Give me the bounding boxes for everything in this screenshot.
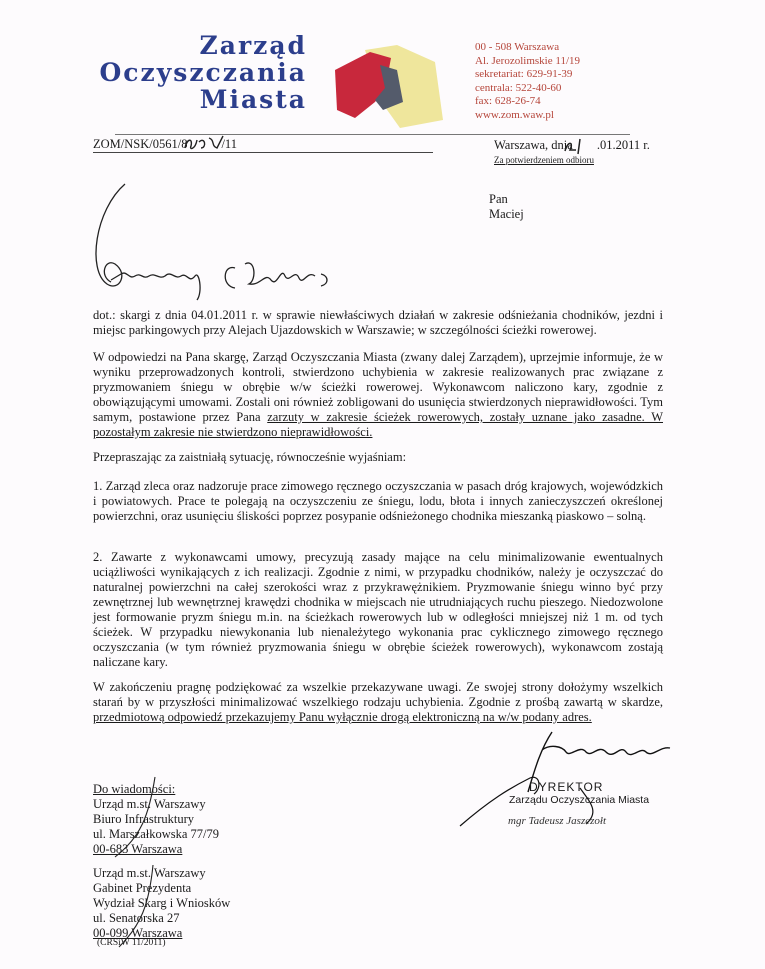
handwritten-salutation bbox=[85, 180, 385, 310]
recipient bbox=[489, 192, 524, 222]
cc-r1-line2: Biuro Infrastruktury bbox=[93, 812, 195, 826]
recipient-name: Maciej bbox=[489, 207, 524, 221]
paragraph-5 bbox=[93, 680, 663, 725]
subject-paragraph: dot.: skargi z dnia 04.01.2011 r. w sprawie niewłaściwych działań w zakresie odśnieżania chodników, jezdni i miejsc parkingowych przy Alejach Ujazdowskich w Warszawie; w szczególności ścieżki rowerowej. bbox=[93, 308, 663, 337]
contact-switchboard: centrala: 522-40-60 bbox=[475, 81, 562, 94]
paragraph-2: Przepraszając za zaistniałą sytuację, równocześnie wyjaśniam: bbox=[93, 450, 407, 464]
contact-block bbox=[475, 41, 580, 122]
cc-note: (CRSiW 11/2011) bbox=[97, 938, 166, 948]
org-name-line3: Miasta bbox=[199, 85, 307, 114]
signature-name: mgr Tadeusz Jaszczołt bbox=[508, 815, 606, 827]
paragraph-4: 2. Zawarte z wykonawcami umowy, precyzują zasady mające na celu minimalizowanie ewentualnych uciążliwości wynikających z ich realizacji. Zgodnie z nimi, w przypadku chodników, należy je oczyszczać do naturalnej powierzchni na całej szerokości wraz z przykrawężnikiem. Pryzmowanie śniegu winno być przy zewnętrznej lub wewnętrznej krawędzi chodnika w miejscach nie utrudniających ruchu pieszego. Niedozwolone jest formowanie pryzm śniegu m.in. na ścieżkach rowerowych lub w odległości mniejszej niż 1 m. od tych ścieżek. W przypadku niewykonania lub nienależytego wykonania prac cyklicznego zimowego ręcznego oczyszczania (w tym również pryzmowania śniegu w obrębie ścieżek rowerowych), wykonawcom zostają naliczane kary. bbox=[93, 550, 663, 669]
cc-header: Do wiadomości: bbox=[93, 782, 176, 796]
paragraph-1 bbox=[93, 350, 663, 440]
handwritten-date-day bbox=[562, 136, 590, 156]
cc-r2-line2: Gabinet Prezydenta bbox=[93, 881, 192, 895]
cc-r1-line3: ul. Marszałkowska 77/79 bbox=[93, 827, 220, 841]
cc-r1-line1: Urząd m.st. Warszawy bbox=[93, 797, 206, 811]
delivery-note: Za potwierdzeniem odbioru bbox=[494, 155, 594, 165]
date-suffix: .01.2011 r. bbox=[596, 138, 650, 152]
cc-r2-line5: 00-099 Warszawa bbox=[93, 926, 183, 940]
ref-number: ZOM/NSK/0561/8 bbox=[93, 137, 188, 151]
signature-org: Zarządu Oczyszczania Miasta bbox=[509, 794, 650, 806]
reference-underline bbox=[93, 152, 433, 153]
zom-logo bbox=[325, 40, 450, 132]
org-name-line2: Oczyszczania bbox=[99, 58, 307, 87]
reference-number bbox=[93, 137, 237, 152]
paragraph-3: 1. Zarząd zleca oraz nadzoruje prace zimowego ręcznego oczyszczania w pasach dróg krajowych, wojewódzkich i powiatowych. Prace te polegają na oczyszczeniu ze śniegu, lodu, błota i innych zanieczyszczeń określonej powierzchni, oraz usunięciu śliskości poprzez posypanie odśnieżonego chodnika mieszanką piaskowo – solną. bbox=[93, 479, 663, 523]
org-name-line1: Zarząd bbox=[199, 31, 307, 60]
paragraph-5-text: W zakończeniu pragnę podziękować za wszelkie przekazywane uwagi. Ze swojej strony dołożymy wszelkich starań by w przyszłości minimalizować wszelkiego rodzaju uchybienia. Zgodnie z prośbą zawartą w skardze, bbox=[93, 680, 663, 709]
cc-r1-line4: 00-683 Warszawa bbox=[93, 842, 183, 856]
contact-fax: fax: 628-26-74 bbox=[475, 95, 541, 107]
paragraph-1-underlined: zarzuty w zakresie ścieżek rowerowych, zostały uznane jako zasadne. W pozostałym zakresie nie stwierdzono nieprawidłowości. bbox=[93, 410, 663, 439]
cc-r2-line4: ul. Senatorska 27 bbox=[93, 911, 180, 925]
signature-title: DYREKTOR bbox=[529, 780, 604, 794]
org-name bbox=[100, 32, 307, 113]
contact-street: Al. Jerozolimskie 11/19 bbox=[475, 54, 580, 67]
cc-r2-line1: Urząd m.st. Warszawy bbox=[93, 866, 206, 880]
contact-secretariat: sekretariat: 629-91-39 bbox=[475, 68, 573, 80]
paragraph-1-text: W odpowiedzi na Pana skargę, Zarząd Oczyszczania Miasta (zwany dalej Zarządem), uprzejmie informuje, że w wyniku przeprowadzonych kontroli, stwierdzono uchybienia w zakresie realizowanych prac związane z pryzmowaniem śniegu w obrębie w/w ścieżki rowerowej. Wykonawcom naliczono kary, zgodnie z obowiązującymi umowami. Zostali oni również zobligowani do usunięcia stwierdzonych nieprawidłowości. Tym samym, postawione przez Pana bbox=[93, 350, 663, 424]
cc-handwritten-strokes bbox=[93, 775, 273, 955]
paragraph-5-underlined: przedmiotową odpowiedź przekazujemy Panu wyłącznie drogą elektroniczną na w/w podany adres. bbox=[93, 710, 592, 724]
handwritten-ref-digits bbox=[181, 134, 229, 154]
place: Warszawa, dnia bbox=[494, 138, 573, 152]
cc-r2-line3: Wydział Skarg i Wniosków bbox=[93, 896, 231, 910]
ref-suffix: /11 bbox=[221, 137, 237, 151]
recipient-title: Pan bbox=[489, 192, 508, 206]
contact-website: www.zom.waw.pl bbox=[475, 108, 554, 121]
contact-address: 00 - 508 Warszawa bbox=[475, 41, 560, 53]
